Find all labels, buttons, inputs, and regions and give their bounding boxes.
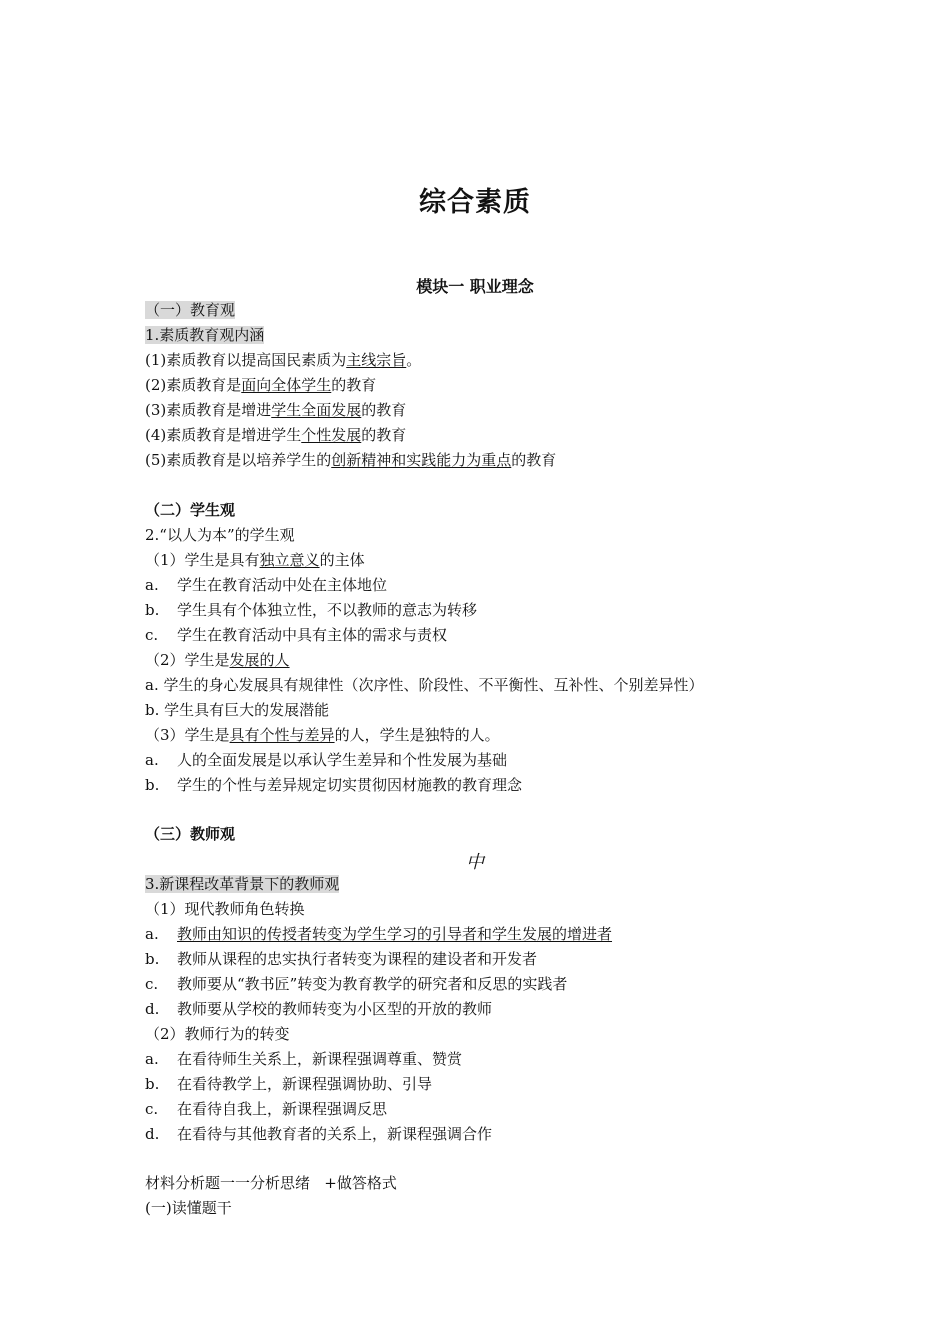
- point-heading: （2）学生是发展的人: [145, 651, 290, 669]
- section-heading-student: （二）学生观: [145, 501, 236, 519]
- list-item: b. 教师从课程的忠实执行者转变为课程的建设者和开发者: [145, 950, 538, 968]
- list-item: a. 在看待师生关系上，新课程强调尊重、赞赏: [145, 1050, 463, 1068]
- material-analysis-sub: (一)读懂题干: [145, 1199, 232, 1217]
- list-item: b. 学生具有个体独立性，不以教师的意志为转移: [145, 601, 478, 619]
- document-title: 综合素质: [419, 187, 531, 218]
- list-item: c. 教师要从“教书匠”转变为教育教学的研究者和反思的实践者: [145, 975, 568, 993]
- list-item: (4)素质教育是增进学生个性发展的教育: [145, 426, 407, 444]
- list-item: (1)素质教育以提高国民素质为主线宗旨。: [145, 351, 422, 369]
- point-heading: （2）教师行为的转变: [145, 1025, 290, 1043]
- point-heading: （1）学生是具有独立意义的主体: [145, 551, 365, 569]
- subheading-student-view: 2.“以人为本”的学生观: [145, 526, 295, 544]
- point-heading: （1）现代教师角色转换: [145, 900, 305, 918]
- list-item: a. 学生在教育活动中处在主体地位: [145, 576, 388, 594]
- list-item: d. 在看待与其他教育者的关系上，新课程强调合作: [145, 1125, 493, 1143]
- list-item: a. 学生的身心发展具有规律性（次序性、阶段性、不平衡性、互补性、个别差异性）: [145, 676, 704, 694]
- subheading-quality-education: 1.素质教育观内涵: [145, 326, 265, 344]
- list-item: a. 人的全面发展是以承认学生差异和个性发展为基础: [145, 751, 508, 769]
- list-item: (2)素质教育是面向全体学生的教育: [145, 376, 377, 394]
- module-title: 模块一 职业理念: [416, 277, 534, 296]
- list-item: a. 教师由知识的传授者转变为学生学习的引导者和学生发展的增进者: [145, 925, 613, 943]
- list-item: b. 学生具有巨大的发展潜能: [145, 701, 330, 719]
- list-item: (3)素质教育是增进学生全面发展的教育: [145, 401, 407, 419]
- subheading-teacher-view: 3.新课程改革背景下的教师观: [145, 875, 340, 893]
- list-item: b. 在看待教学上，新课程强调协助、引导: [145, 1075, 433, 1093]
- section-heading-education: （一）教育观: [145, 301, 236, 319]
- centered-mark: 中: [466, 852, 484, 873]
- list-item: c. 学生在教育活动中具有主体的需求与责权: [145, 626, 448, 644]
- section-heading-teacher: （三）教师观: [145, 825, 236, 843]
- list-item: c. 在看待自我上，新课程强调反思: [145, 1100, 388, 1118]
- material-analysis-title: 材料分析题一一分析思绪 +做答格式: [145, 1174, 397, 1192]
- point-heading: （3）学生是具有个性与差异的人，学生是独特的人。: [145, 726, 500, 744]
- list-item: d. 教师要从学校的教师转变为小区型的开放的教师: [145, 1000, 493, 1018]
- list-item: b. 学生的个性与差异规定切实贯彻因材施教的教育理念: [145, 776, 523, 794]
- list-item: (5)素质教育是以培养学生的创新精神和实践能力为重点的教育: [145, 451, 557, 469]
